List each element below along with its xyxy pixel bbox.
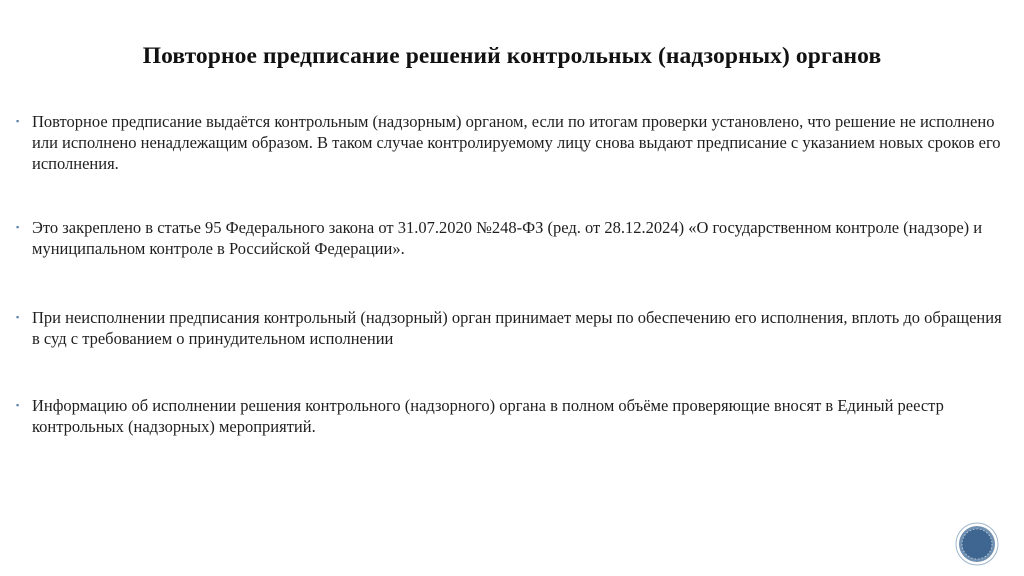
bullet-square-icon: ▪ (16, 222, 20, 232)
bullet-text: Информацию об исполнении решения контрольного (надзорного) органа в полном объёме проверяющие вносят в Единый реестр контрольных (надзорных) мероприятий. (32, 396, 944, 436)
circular-logo-icon (955, 522, 999, 566)
bullet-square-icon: ▪ (16, 116, 20, 126)
bullet-item (16, 111, 1002, 174)
bullet-item (16, 307, 1002, 349)
slide-title: Повторное предписание решений контрольных (надзорных) органов (142, 43, 882, 69)
bullet-text: Это закреплено в статье 95 Федерального закона от 31.07.2020 №248-ФЗ (ред. от 28.12.2024) «О государственном контроле (надзоре) и муниципальном контроле в Российской Федерации». (32, 218, 983, 258)
bullet-square-icon: ▪ (16, 400, 20, 410)
bullet-text: Повторное предписание выдаётся контрольным (надзорным) органом, если по итогам проверки установлено, что решение не исполнено или исполнено ненадлежащим образом. В таком случае контролируемому лицу снова выдают предписание с указанием новых сроков его исполнения. (32, 112, 1001, 173)
bullet-item (16, 395, 1002, 437)
bullet-item (16, 217, 1002, 259)
bullet-text: При неисполнении предписания контрольный (надзорный) орган принимает меры по обеспечению его исполнения, вплоть до обращения в суд с требованием о принудительном исполнении (32, 308, 1002, 348)
bullet-square-icon: ▪ (16, 312, 20, 322)
